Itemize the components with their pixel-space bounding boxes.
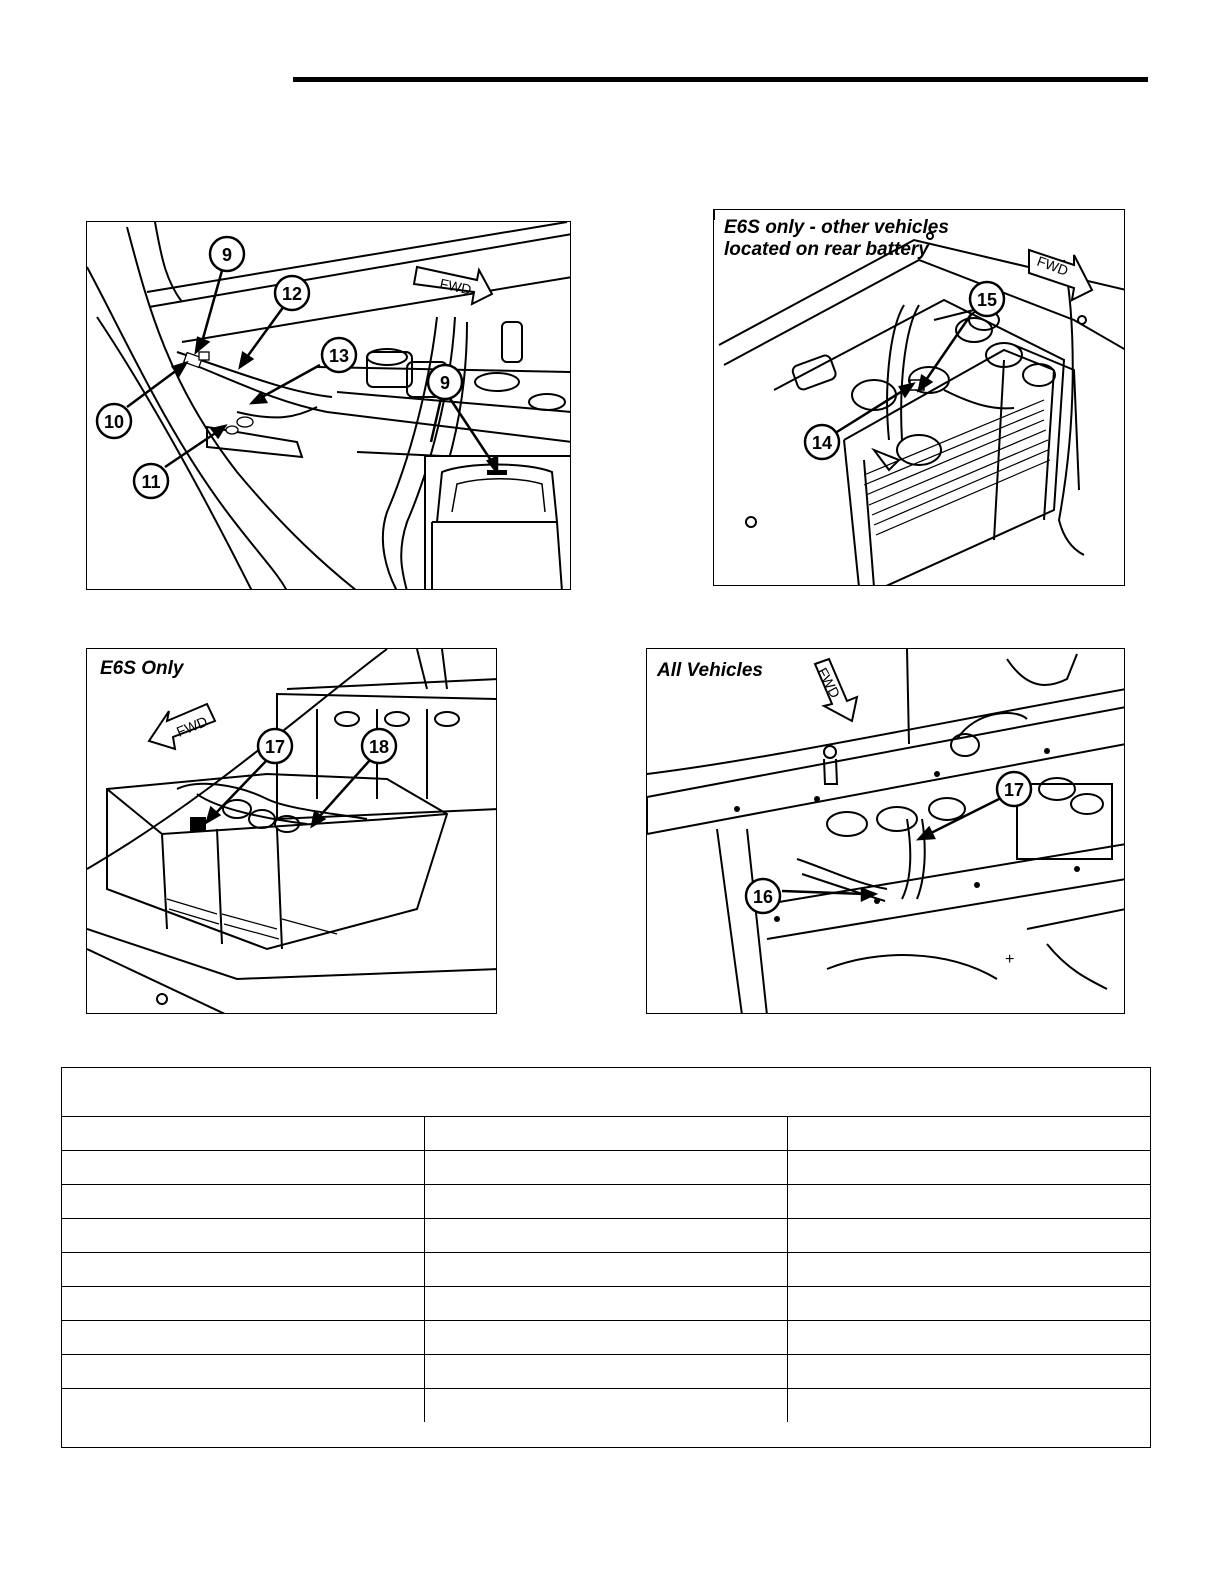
callout-9-a [210,237,244,271]
svg-text:18: 18 [368,737,390,757]
table-row [62,1252,1150,1287]
callout-14 [805,425,839,459]
figure-harness-connectors [86,221,571,590]
figure-label-line1: E6S only - other vehicles [724,217,949,238]
table-cell [62,1252,425,1286]
fwd-label: FWD [438,275,473,298]
table-cell [62,1320,425,1354]
table-cell [788,1150,1150,1184]
table-row [62,1184,1150,1219]
fwd-label: FWD [814,664,844,701]
svg-text:17: 17 [264,737,286,757]
table-cell [425,1320,788,1354]
header-rule [293,77,1148,82]
table-cell [425,1286,788,1320]
table-row [62,1354,1150,1389]
table-cell [62,1218,425,1252]
table-cell [788,1116,1150,1150]
callout-17 [997,772,1031,806]
table-cell [425,1252,788,1286]
table-cell [788,1218,1150,1252]
table-cell [425,1354,788,1388]
table-cell [425,1116,788,1150]
plus-mark: + [1005,951,1015,968]
table-cell [788,1354,1150,1388]
callouts-layer [87,222,571,590]
table-cell [62,1184,425,1218]
svg-text:16: 16 [752,887,774,907]
table-cell [425,1218,788,1252]
fwd-label: FWD [1034,252,1071,279]
fwd-label: FWD [174,713,210,740]
figure-e6s-rear-battery [713,209,1125,586]
table-cell [62,1150,425,1184]
table-row [62,1150,1150,1185]
table-cell [788,1252,1150,1286]
svg-text:14: 14 [811,433,833,453]
table-row [62,1116,1150,1151]
svg-text:17: 17 [1003,780,1025,800]
figure-label: All Vehicles [657,660,763,681]
table-cell [62,1354,425,1388]
figure-e6s-only [86,648,497,1014]
spec-table [61,1067,1151,1448]
table-cell [62,1388,425,1422]
table-cell [788,1286,1150,1320]
table-header [62,1068,1150,1117]
callout-12 [275,276,309,310]
figure-label-line2: located on rear battery [724,239,929,260]
table-cell [788,1184,1150,1218]
table-cell [425,1388,788,1422]
table-row [62,1388,1150,1422]
svg-text:9: 9 [221,245,233,265]
callout-9-b [428,365,462,399]
callouts-layer [714,210,1125,586]
table-cell [62,1116,425,1150]
figure-label: E6S Only [100,658,184,679]
callout-18 [362,729,396,763]
svg-text:10: 10 [103,412,125,432]
table-cell [788,1388,1150,1422]
svg-text:12: 12 [281,284,303,304]
figure-all-vehicles [646,648,1125,1014]
table-row [62,1320,1150,1355]
table-cell [62,1286,425,1320]
svg-text:11: 11 [141,472,161,492]
callouts-layer [87,649,497,1014]
table-cell [425,1184,788,1218]
callout-10 [97,404,131,438]
table-cell [788,1320,1150,1354]
callout-15 [970,282,1004,316]
table-body [62,1116,1150,1447]
callout-16 [746,879,780,913]
callouts-layer [647,649,1125,1014]
svg-text:13: 13 [328,346,350,366]
svg-text:9: 9 [439,373,451,393]
table-row [62,1218,1150,1253]
callout-13 [322,338,356,372]
table-row [62,1286,1150,1321]
callout-11 [134,464,168,498]
svg-text:15: 15 [976,290,998,310]
callout-17 [258,729,292,763]
table-cell [425,1150,788,1184]
